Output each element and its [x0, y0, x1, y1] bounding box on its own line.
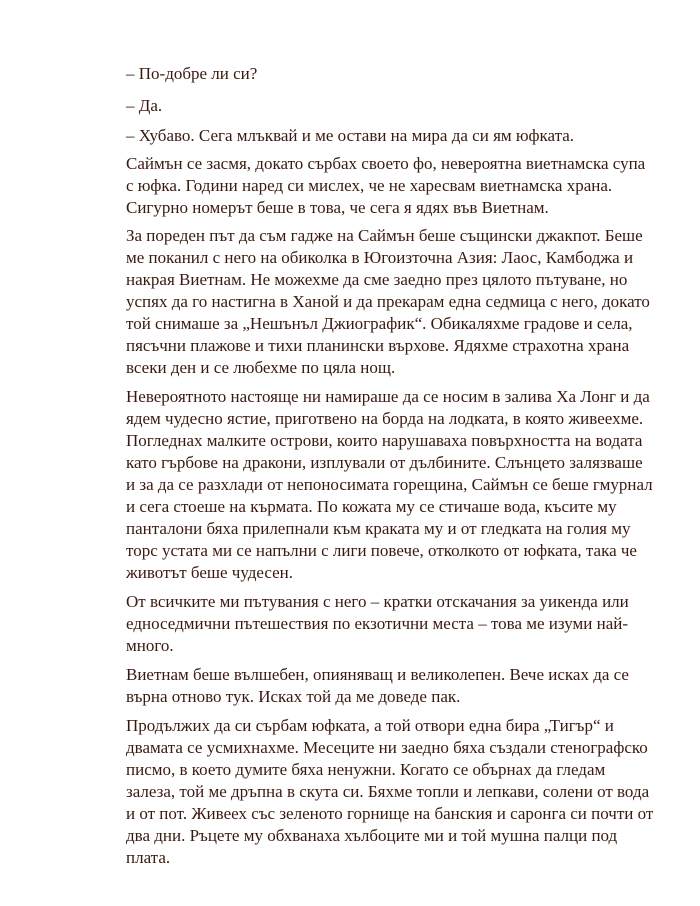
text-line: От всичките ми пътувания с него – кратки отскачания за уикенда или [126, 592, 629, 611]
text-line: едноседмични пътешествия по екзотични места – това ме изуми най- [126, 614, 629, 633]
text-line: Невероятното настояще ни намираше да се носим в залива Ха Лонг и да [126, 387, 650, 406]
text-line: и от пот. Живеех със зеленото горнище на банския и саронга си почти от [126, 804, 654, 823]
text-line: Виетнам беше вълшебен, опияняващ и великолепен. Вече исках да се [126, 665, 629, 684]
text-line: За пореден път да съм гадже на Саймън беше същински джакпот. Беше [126, 226, 643, 245]
text-line: – По-добре ли си? [126, 64, 258, 83]
text-line: много. [126, 636, 174, 655]
text-line: Саймън се засмя, докато сърбах своето фо, невероятна виетнамска супа [126, 154, 646, 173]
text-line: Сигурно номерът беше в това, че сега я ядях във Виетнам. [126, 198, 549, 217]
text-line: пясъчни плажове и тихи планински върхове. Ядяхме страхотна храна [126, 336, 630, 355]
text-line: ядем чудесно ястие, приготвено на борда на лодката, в която живеехме. [126, 409, 644, 428]
text-line: накрая Виетнам. Не можехме да сме заедно през цялото пътуване, но [126, 270, 628, 289]
text-line: двамата се усмихнахме. Месеците ни заедно бяха създали стенографско [126, 738, 648, 757]
text-line: – Да. [126, 96, 163, 115]
text-line: писмо, в което думите бяха ненужни. Когато се обърнах да гледам [126, 760, 606, 779]
text-line: всеки ден и се любехме по цяла нощ. [126, 358, 396, 377]
text-line: панталони бяха прилепнали към краката му и от гледката на голия му [126, 519, 631, 538]
text-line: ме поканил с него на обиколка в Югоизточна Азия: Лаос, Камбоджа и [126, 248, 634, 267]
text-line: торс устата ми се напълни с лиги повече, отколкото от юфката, така че [126, 541, 637, 560]
text-line: Погледнах малките острови, които нарушаваха повърхността на водата [126, 431, 643, 450]
text-line: като гърбове на дракони, изплували от дълбините. Слънцето залязваше [126, 453, 643, 472]
text-line: с юфка. Години наред си мислех, че не харесвам виетнамска храна. [126, 176, 613, 195]
text-line: – Хубаво. Сега млъквай и ме остави на мира да си ям юфката. [126, 126, 575, 145]
text-line: и за да се разхлади от непоносимата горещина, Саймън се беше гмурнал [126, 475, 653, 494]
text-line: два дни. Ръцете му обхванаха хълбоците ми и той мушна палци под [126, 826, 618, 845]
text-line: Продължих да си сърбам юфката, а той отвори една бира „Тигър“ и [126, 716, 614, 735]
text-line: успях да го настигна в Ханой и да прекарам една седмица с него, докато [126, 292, 650, 311]
text-line: той снимаше за „Нешънъл Джиографик“. Обикаляхме градове и села, [126, 314, 633, 333]
text-line: залеза, той ме дръпна в скута си. Бяхме топли и лепкави, солени от вода [126, 782, 650, 801]
text-line: животът беше чудесен. [126, 563, 294, 582]
text-line: върна отново тук. Исках той да ме доведе пак. [126, 687, 461, 706]
text-line: плата. [126, 848, 171, 867]
text-line: и сега стоеше на кърмата. По кожата му се стичаше вода, късите му [126, 497, 617, 516]
